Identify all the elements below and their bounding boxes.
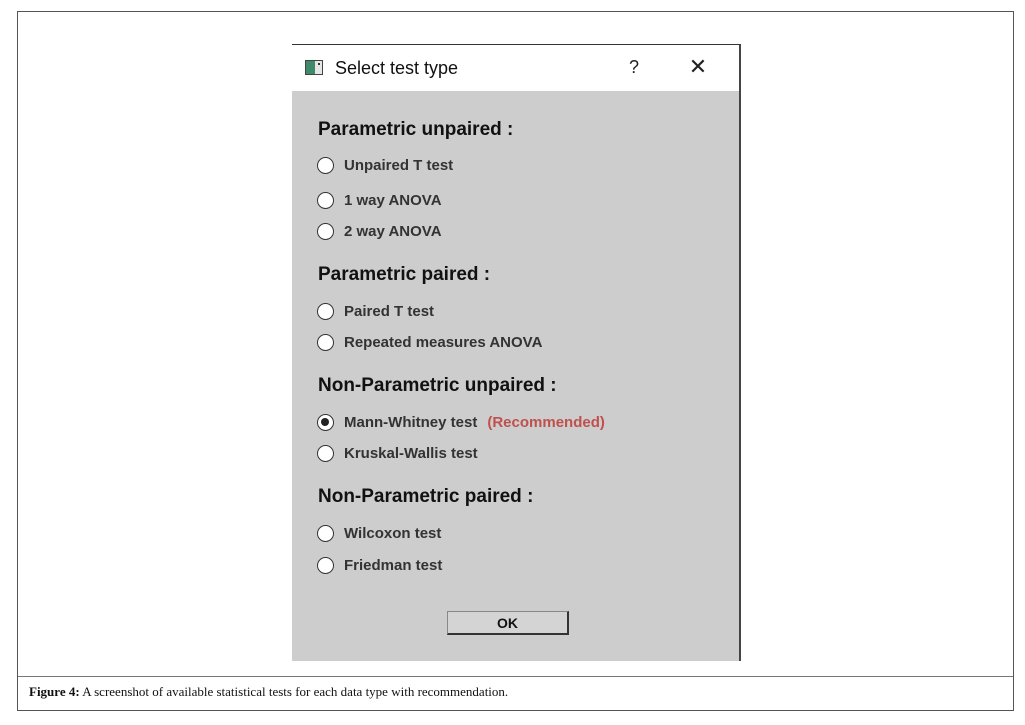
radio-option-repeated-measures-anova[interactable] <box>317 331 542 353</box>
section-title-parametric-paired: Parametric paired : <box>318 264 491 285</box>
option-label: Repeated measures ANOVA <box>344 333 543 351</box>
option-label: Unpaired T test <box>344 156 454 174</box>
radio-option-1-way-anova[interactable] <box>317 189 442 211</box>
figure-caption <box>29 684 508 700</box>
caption-divider <box>18 676 1013 677</box>
radio-button-icon[interactable] <box>317 223 334 240</box>
radio-option-unpaired-t-test[interactable] <box>317 154 453 176</box>
section-title-parametric-unpaired: Parametric unpaired : <box>318 119 514 140</box>
option-label: 2 way ANOVA <box>344 222 442 240</box>
radio-option-kruskal-wallis-test[interactable] <box>317 442 478 464</box>
radio-button-selected-icon[interactable] <box>317 414 334 431</box>
radio-button-icon[interactable] <box>317 557 334 574</box>
app-window-icon <box>305 60 323 75</box>
radio-button-icon[interactable] <box>317 445 334 462</box>
dialog-titlebar <box>292 45 739 91</box>
caption-text: A screenshot of available statistical tests for each data type with recommendation. <box>79 684 509 699</box>
radio-option-mann-whitney-test[interactable] <box>317 411 605 433</box>
close-icon[interactable]: ✕ <box>688 54 708 79</box>
radio-option-friedman-test[interactable] <box>317 554 442 576</box>
radio-button-icon[interactable] <box>317 192 334 209</box>
radio-button-icon[interactable] <box>317 334 334 351</box>
select-test-dialog <box>292 44 741 661</box>
option-label: 1 way ANOVA <box>344 191 442 209</box>
section-title-non-parametric-paired: Non-Parametric paired : <box>318 486 534 507</box>
recommended-badge: (Recommended) <box>487 413 605 431</box>
ok-button[interactable]: OK <box>447 611 569 635</box>
dialog-title: Select test type <box>335 58 459 78</box>
radio-option-paired-t-test[interactable] <box>317 300 434 322</box>
radio-button-icon[interactable] <box>317 525 334 542</box>
caption-label: Figure 4: <box>29 684 80 699</box>
option-label: Kruskal-Wallis test <box>344 444 478 462</box>
option-label: Wilcoxon test <box>344 524 442 542</box>
radio-option-2-way-anova[interactable] <box>317 220 442 242</box>
radio-option-wilcoxon-test[interactable] <box>317 522 441 544</box>
radio-button-icon[interactable] <box>317 157 334 174</box>
option-label: Mann-Whitney test <box>344 413 478 431</box>
option-label: Paired T test <box>344 302 435 320</box>
radio-button-icon[interactable] <box>317 303 334 320</box>
section-title-non-parametric-unpaired: Non-Parametric unpaired : <box>318 375 557 396</box>
option-label: Friedman test <box>344 556 443 574</box>
help-button[interactable]: ? <box>628 57 639 77</box>
